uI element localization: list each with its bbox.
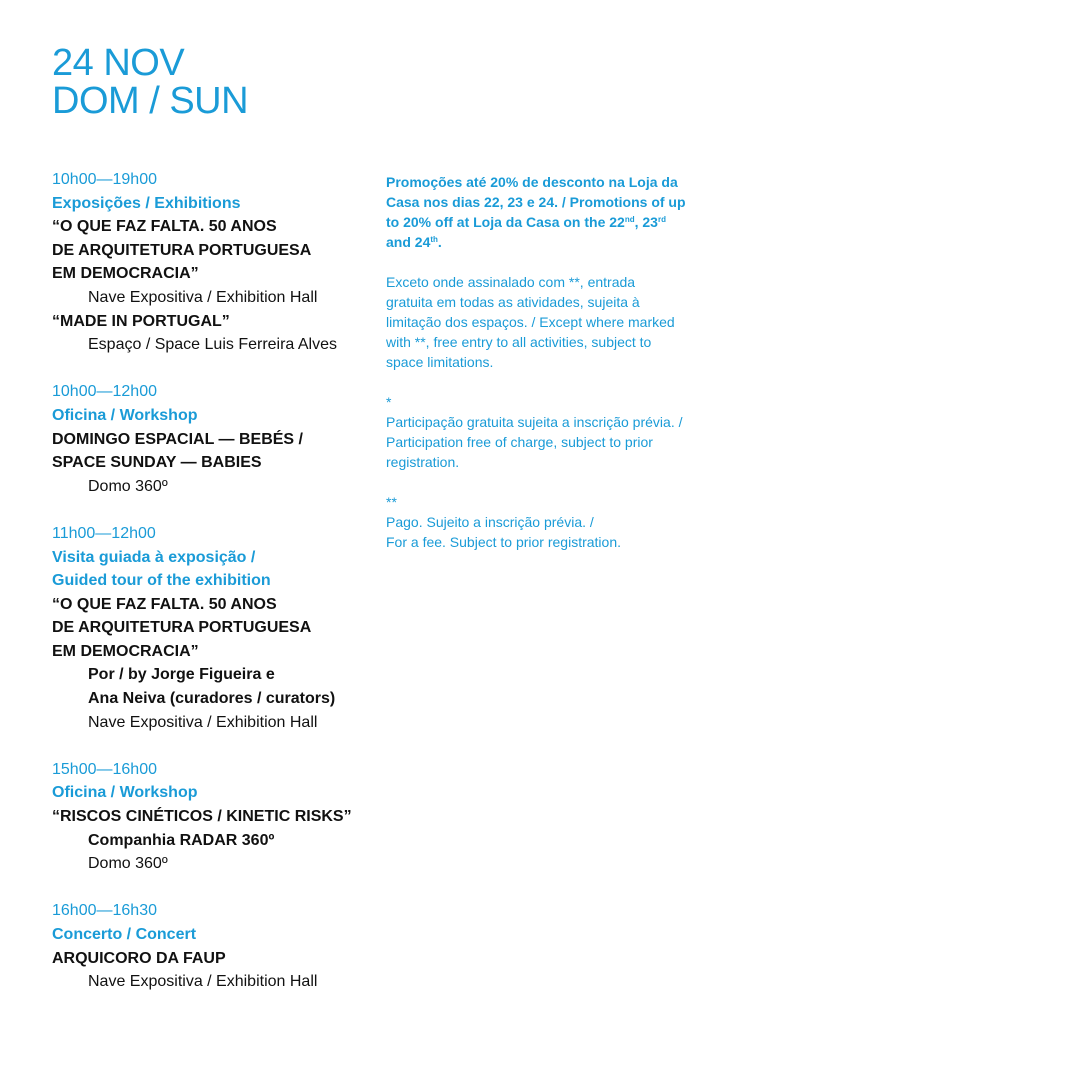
free-entry-note [386, 272, 706, 372]
note-line: registration. [386, 454, 460, 470]
note-line [386, 214, 666, 230]
note-text: and 24 [386, 234, 431, 250]
event-title: EM DEMOCRACIA” [52, 642, 199, 660]
event-time: 10h00—19h00 [52, 171, 157, 188]
page-header [52, 44, 248, 120]
note-line: Participation free of charge, subject to prior [386, 434, 653, 450]
event-title: “O QUE FAZ FALTA. 50 ANOS [52, 595, 277, 613]
event-location: Nave Expositiva / Exhibition Hall [88, 973, 318, 991]
event-title: DOMINGO ESPACIAL — BEBÉS / [52, 430, 303, 448]
event-location: Domo 360º [88, 477, 168, 495]
event-location: Espaço / Space Luis Ferreira Alves [88, 336, 338, 354]
event-category: Guided tour of the exhibition [52, 572, 271, 590]
schedule-list [52, 168, 372, 1017]
event-category: Exposições / Exhibitions [52, 194, 241, 212]
note-line: space limitations. [386, 354, 494, 370]
single-star-note [386, 392, 706, 472]
note-text: . [437, 234, 442, 250]
double-star-note [386, 492, 706, 552]
event-category: Oficina / Workshop [52, 406, 198, 424]
event-guided-tour [52, 522, 372, 734]
ordinal-suffix: rd [657, 215, 666, 224]
event-title: EM DEMOCRACIA” [52, 265, 199, 283]
event-title: “O QUE FAZ FALTA. 50 ANOS [52, 218, 277, 236]
event-location: Domo 360º [88, 855, 168, 873]
note-text: to 20% off at Loja da Casa on the 22 [386, 214, 625, 230]
footnote-marker: * [386, 394, 392, 410]
event-category: Oficina / Workshop [52, 784, 198, 802]
note-line: Pago. Sujeito a inscrição prévia. / [386, 514, 594, 530]
event-title: ARQUICORO DA FAUP [52, 949, 226, 967]
event-time: 11h00—12h00 [52, 524, 156, 542]
promotion-note [386, 172, 706, 252]
event-title: “MADE IN PORTUGAL” [52, 312, 230, 330]
event-concert [52, 899, 372, 993]
event-location: Nave Expositiva / Exhibition Hall [88, 288, 318, 306]
date-heading: 24 NOV [52, 42, 185, 84]
note-line: limitação dos espaços. / Except where marked [386, 314, 675, 330]
note-line: Casa nos dias 22, 23 e 24. / Promotions of up [386, 194, 686, 210]
event-category: Visita guiada à exposição / [52, 548, 256, 566]
event-workshop-babies [52, 380, 372, 498]
note-line: with **, free entry to all activities, subject to [386, 334, 652, 350]
footnote-marker: ** [386, 494, 397, 510]
ordinal-suffix: th [430, 235, 438, 244]
event-title: DE ARQUITETURA PORTUGUESA [52, 241, 312, 259]
event-time: 16h00—16h30 [52, 902, 157, 920]
event-guides: Por / by Jorge Figueira e [88, 666, 275, 684]
event-title: DE ARQUITETURA PORTUGUESA [52, 619, 312, 637]
day-heading: DOM / SUN [52, 80, 249, 122]
event-location: Nave Expositiva / Exhibition Hall [88, 713, 318, 731]
event-time: 10h00—12h00 [52, 383, 157, 401]
event-exhibitions [52, 168, 372, 357]
event-title: SPACE SUNDAY — BABIES [52, 454, 262, 472]
event-workshop-kinetic [52, 758, 372, 876]
notes-column [386, 172, 706, 572]
note-line [386, 234, 442, 250]
ordinal-suffix: nd [624, 215, 635, 224]
note-line: For a fee. Subject to prior registration. [386, 534, 621, 550]
note-line: Participação gratuita sujeita a inscrição prévia. / [386, 414, 683, 430]
note-line: Promoções até 20% de desconto na Loja da [386, 174, 678, 190]
note-line: gratuita em todas as atividades, sujeita à [386, 294, 640, 310]
event-guides: Ana Neiva (curadores / curators) [88, 690, 336, 708]
note-text: , 23 [634, 214, 658, 230]
event-company: Companhia RADAR 360º [88, 831, 275, 849]
event-time: 15h00—16h00 [52, 760, 157, 778]
event-title: “RISCOS CINÉTICOS / KINETIC RISKS” [52, 808, 352, 826]
event-category: Concerto / Concert [52, 926, 197, 943]
note-line: Exceto onde assinalado com **, entrada [386, 274, 636, 290]
